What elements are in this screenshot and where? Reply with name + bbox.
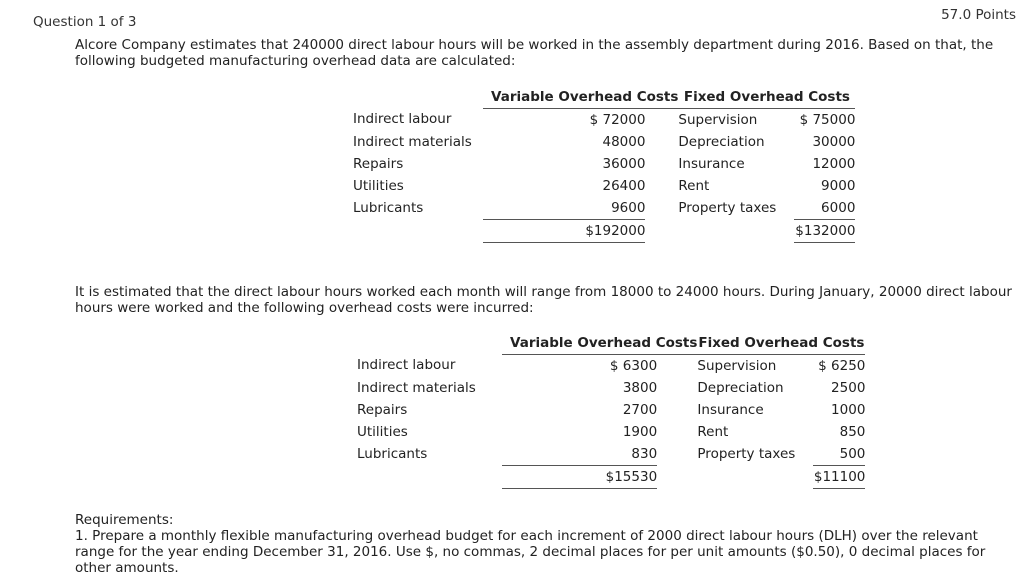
table-row: [353, 153, 855, 175]
variable-cost-name: Repairs: [357, 401, 408, 418]
variable-cost-amount: 3800: [622, 379, 658, 396]
fixed-cost-amount: 2500: [831, 379, 866, 396]
variable-cost-name: Indirect labour: [357, 357, 456, 374]
fixed-cost-name: Property taxes: [678, 199, 777, 216]
variable-cost-amount: $ 6300: [609, 357, 658, 374]
variable-cost-amount: 36000: [602, 155, 646, 172]
fixed-cost-name: Property taxes: [697, 445, 796, 462]
total-row: [357, 465, 865, 488]
fixed-cost-name: Supervision: [678, 111, 758, 128]
fixed-cost-name: Depreciation: [697, 379, 784, 396]
fixed-cost-name: Rent: [697, 423, 729, 440]
table-row: [357, 443, 865, 466]
fixed-overhead-header: Fixed Overhead Costs: [678, 86, 855, 108]
fixed-cost-amount: 9000: [821, 177, 856, 194]
fixed-cost-amount: 6000: [794, 197, 855, 220]
variable-overhead-header: Variable Overhead Costs: [483, 86, 678, 108]
table-row: [357, 377, 865, 399]
budgeted-overhead-table: [353, 86, 855, 243]
fixed-cost-name: Depreciation: [678, 133, 765, 150]
fixed-total: $11100: [813, 465, 865, 488]
variable-total: $192000: [483, 219, 645, 242]
intro-paragraph: Alcore Company estimates that 240000 direct labour hours will be worked in the assembly department during 2016. Based on that, the following budgeted manufacturing overhead data are calculated:: [75, 37, 994, 69]
variable-cost-amount: 9600: [483, 197, 645, 220]
fixed-cost-amount: 12000: [812, 155, 856, 172]
variable-cost-amount: 2700: [622, 401, 658, 418]
table-row: [353, 175, 855, 197]
total-row: [353, 219, 855, 242]
table-row: [357, 354, 865, 377]
table-row: [353, 108, 855, 131]
fixed-cost-name: Supervision: [697, 357, 777, 374]
actual-overhead-table: [357, 332, 865, 489]
variable-cost-amount: 1900: [622, 423, 658, 440]
table-row: [353, 131, 855, 153]
variable-cost-amount: 830: [502, 443, 657, 466]
fixed-cost-name: Insurance: [678, 155, 745, 172]
fixed-overhead-header: Fixed Overhead Costs: [697, 332, 865, 354]
requirements-section: [75, 512, 1020, 576]
fixed-total: $132000: [794, 219, 855, 242]
fixed-cost-amount: 30000: [812, 133, 856, 150]
requirement-item: 1. Prepare a monthly flexible manufacturing overhead budget for each increment of 2000 direct labour hours (DLH) over the relevant range for the year ending December 31, 2016. Use $, no commas, 2 decimal places for per unit amounts ($0.50), 0 decimal places for other amounts.: [75, 528, 986, 576]
fixed-cost-amount: $ 75000: [799, 111, 856, 128]
fixed-cost-name: Rent: [678, 177, 710, 194]
variable-overhead-header: Variable Overhead Costs: [502, 332, 697, 354]
variable-cost-name: Repairs: [353, 155, 404, 172]
variable-cost-amount: 48000: [602, 133, 646, 150]
variable-cost-name: Utilities: [353, 177, 404, 194]
fixed-cost-amount: $ 6250: [818, 357, 866, 374]
fixed-cost-amount: 850: [839, 423, 866, 440]
variable-total: $15530: [502, 465, 657, 488]
table-row: [357, 421, 865, 443]
question-number: Question 1 of 3: [33, 14, 137, 30]
variable-cost-name: Lubricants: [357, 445, 428, 462]
fixed-cost-amount: 1000: [831, 401, 866, 418]
variable-cost-name: Indirect labour: [353, 111, 452, 128]
variable-cost-name: Lubricants: [353, 199, 424, 216]
middle-paragraph: It is estimated that the direct labour hours worked each month will range from 18000 to 24000 hours. During January, 20000 direct labour hours were worked and the following overhead costs were incurred:: [75, 284, 1012, 316]
variable-cost-amount: $ 72000: [589, 111, 646, 128]
variable-cost-amount: 26400: [602, 177, 646, 194]
variable-cost-name: Utilities: [357, 423, 408, 440]
variable-cost-name: Indirect materials: [353, 133, 472, 150]
variable-cost-name: Indirect materials: [357, 379, 476, 396]
table-row: [357, 399, 865, 421]
fixed-cost-name: Insurance: [697, 401, 764, 418]
table-row: [353, 197, 855, 220]
points-label: 57.0 Points: [941, 7, 1016, 23]
fixed-cost-amount: 500: [813, 443, 865, 466]
requirements-heading: Requirements:: [75, 512, 174, 528]
